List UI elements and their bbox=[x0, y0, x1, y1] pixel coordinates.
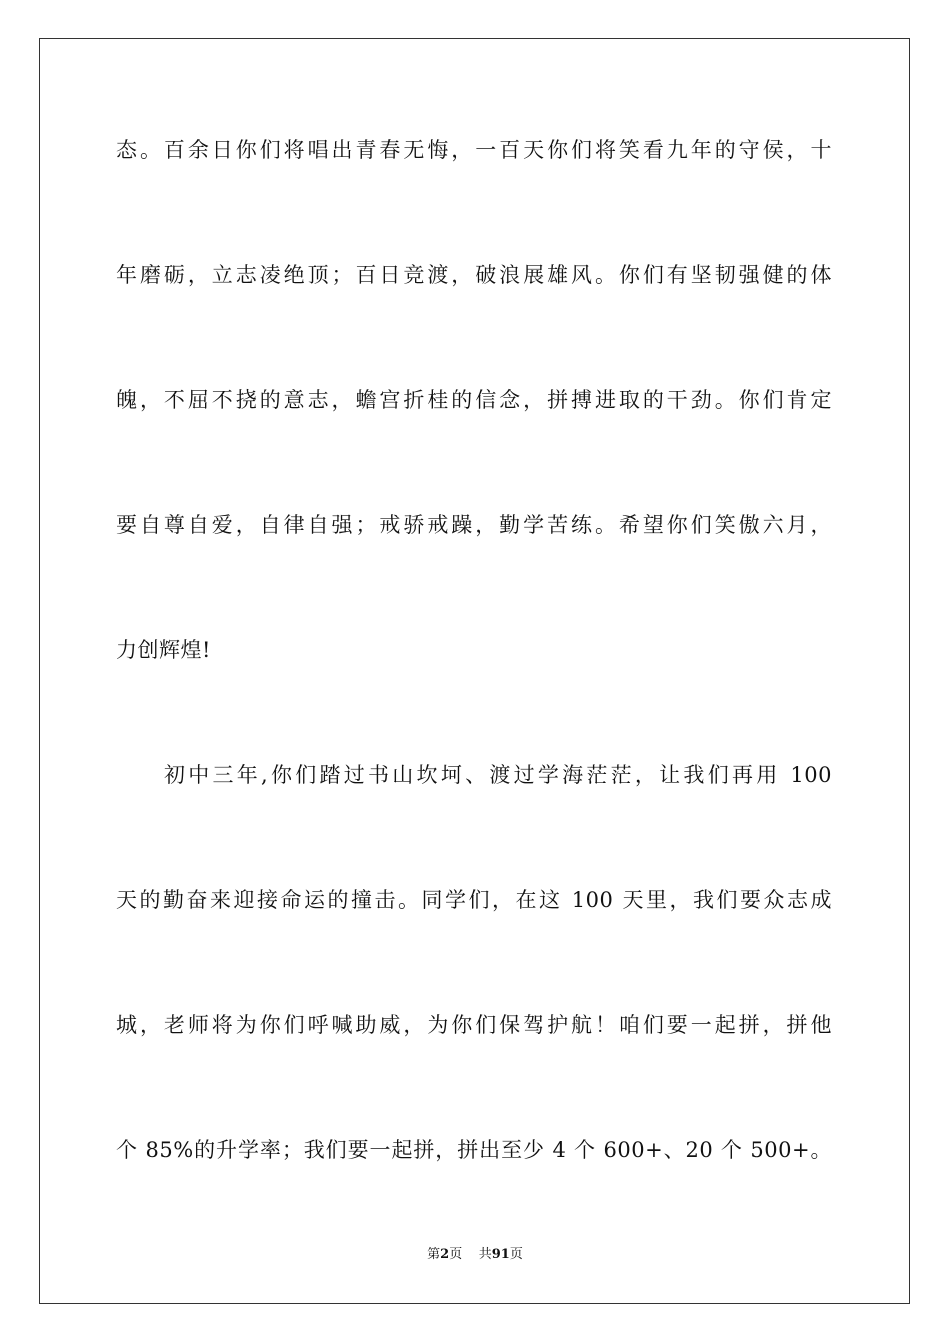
text-line: 魄，不屈不挠的意志，蟾宫折桂的信念，拼搏进取的干劲。你们肯定 bbox=[116, 388, 832, 412]
paragraph-first-line: 初中三年,你们踏过书山坎坷、渡过学海茫茫，让我们再用 100 bbox=[164, 763, 832, 787]
total-prefix: 共 bbox=[478, 1247, 492, 1262]
text-line: 要自尊自爱，自律自强；戒骄戒躁，勤学苦练。希望你们笑傲六月， bbox=[116, 513, 832, 537]
text-line: 城，老师将为你们呼喊助威，为你们保驾护航！咱们要一起拼，拼他 bbox=[116, 1013, 832, 1037]
page-footer bbox=[0, 1246, 950, 1264]
page-suffix: 页 bbox=[449, 1247, 463, 1262]
page-prefix: 第 bbox=[427, 1247, 441, 1262]
text-line: 力创辉煌! bbox=[116, 638, 211, 662]
text-line: 天的勤奋来迎接命运的撞击。同学们，在这 100 天里，我们要众志成 bbox=[116, 888, 832, 912]
text-line: 年磨砺，立志凌绝顶；百日竞渡，破浪展雄风。你们有坚韧强健的体 bbox=[116, 263, 832, 287]
text-line: 态。百余日你们将唱出青春无悔，一百天你们将笑看九年的守侯，十 bbox=[116, 138, 832, 162]
page-number: 2 bbox=[440, 1247, 450, 1262]
total-pages: 91 bbox=[491, 1247, 510, 1262]
page-border bbox=[39, 38, 910, 1304]
total-suffix: 页 bbox=[509, 1247, 523, 1262]
text-line: 个 85%的升学率；我们要一起拼，拼出至少 4 个 600+、20 个 500+。 bbox=[116, 1138, 832, 1162]
